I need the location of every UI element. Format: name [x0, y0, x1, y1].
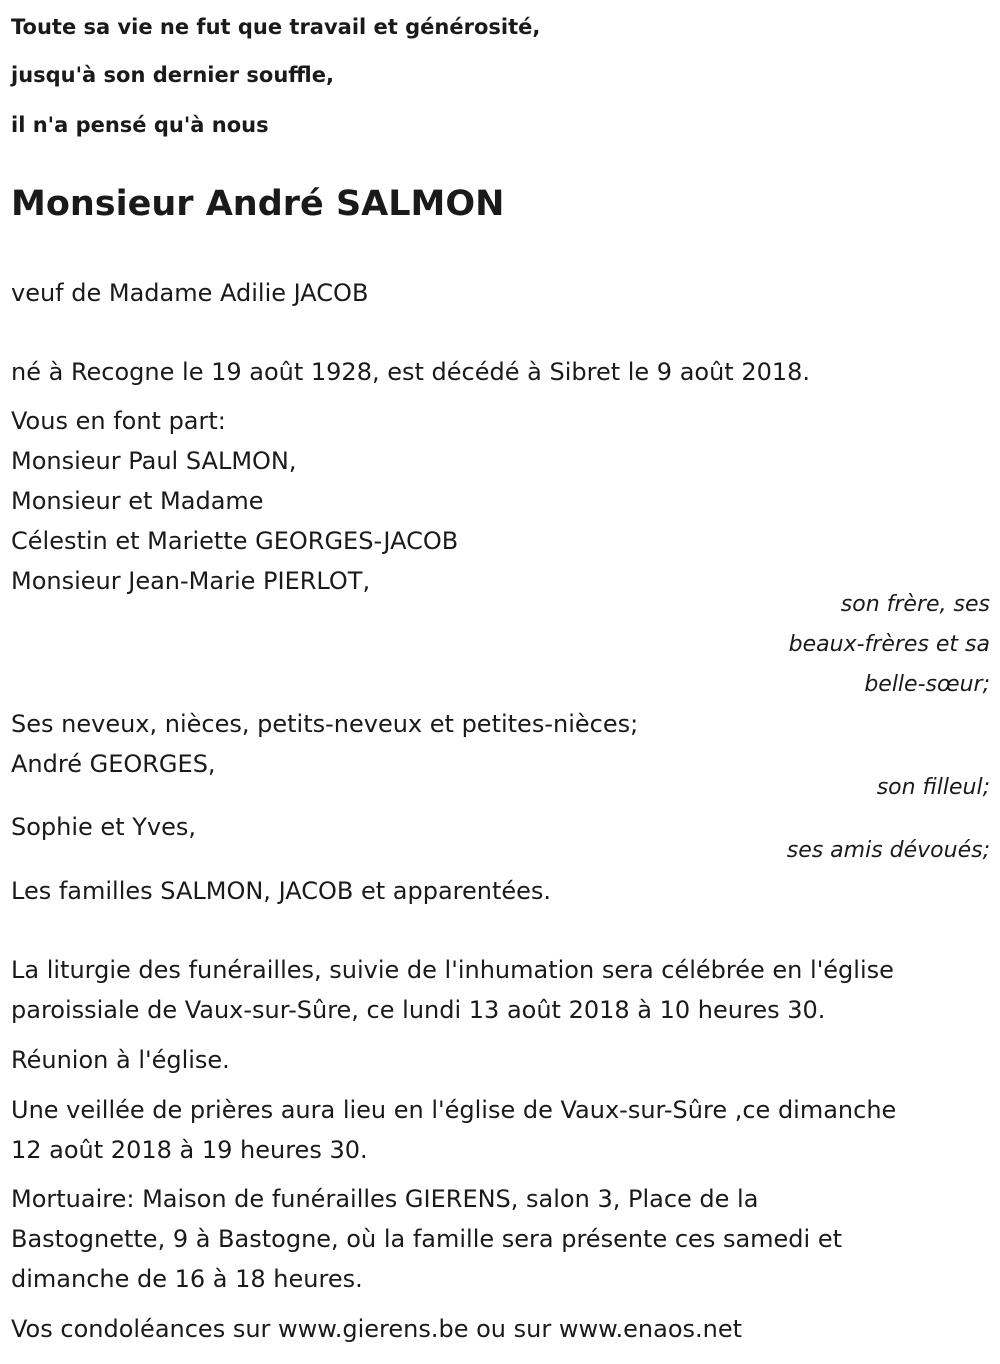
announcers-intro: Vous en font part: [11, 407, 226, 435]
announcer-line-4: Monsieur Jean-Marie PIERLOT, [11, 567, 371, 595]
deceased-name: Monsieur André SALMON [11, 184, 505, 224]
relation-line-3: belle-sœur; [864, 672, 990, 697]
epitaph-line-2: jusqu'à son dernier souffle, [11, 63, 334, 87]
nephews-line: Ses neveux, nièces, petits-neveux et petites-nièces; [11, 710, 639, 738]
mortuary-line-1: Mortuaire: Maison de funérailles GIERENS, salon 3, Place de la [11, 1185, 759, 1213]
godson-name: André GEORGES, [11, 750, 216, 778]
liturgy-line-2: paroissiale de Vaux-sur-Sûre, ce lundi 13 août 2018 à 10 heures 30. [11, 996, 826, 1024]
condolences-line: Vos condoléances sur www.gierens.be ou sur www.enaos.net [11, 1315, 743, 1343]
announcer-line-2: Monsieur et Madame [11, 487, 264, 515]
epitaph-line-3: il n'a pensé qu'à nous [11, 113, 269, 137]
relation-line-1: son frère, ses [840, 592, 990, 617]
reunion-line: Réunion à l'église. [11, 1046, 230, 1074]
mortuary-line-2: Bastognette, 9 à Bastogne, où la famille sera présente ces samedi et [11, 1225, 843, 1253]
vigil-line-2: 12 août 2018 à 19 heures 30. [11, 1136, 368, 1164]
friends-name: Sophie et Yves, [11, 813, 196, 841]
liturgy-line-1: La liturgie des funérailles, suivie de l'inhumation sera célébrée en l'église [11, 956, 894, 984]
birth-death-line: né à Recogne le 19 août 1928, est décédé à Sibret le 9 août 2018. [11, 358, 811, 386]
vigil-line-1: Une veillée de prières aura lieu en l'église de Vaux-sur-Sûre ,ce dimanche [11, 1096, 897, 1124]
godson-relation: son filleul; [876, 775, 990, 800]
epitaph-line-1: Toute sa vie ne fut que travail et générosité, [11, 15, 541, 39]
announcer-line-1: Monsieur Paul SALMON, [11, 447, 297, 475]
spouse-line: veuf de Madame Adilie JACOB [11, 279, 369, 307]
families-line: Les familles SALMON, JACOB et apparentées. [11, 877, 552, 905]
relation-line-2: beaux-frères et sa [788, 632, 990, 657]
announcer-line-3: Célestin et Mariette GEORGES-JACOB [11, 527, 459, 555]
friends-relation: ses amis dévoués; [786, 838, 990, 863]
mortuary-line-3: dimanche de 16 à 18 heures. [11, 1265, 363, 1293]
